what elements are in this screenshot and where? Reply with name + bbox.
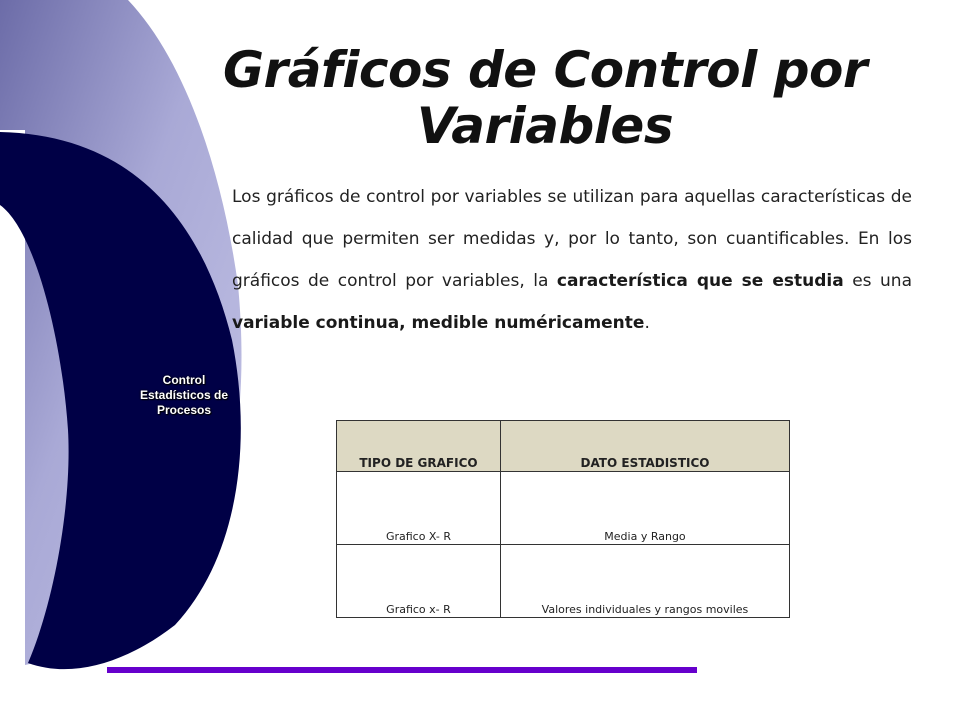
body-bold-variable: variable continua, medible numéricamente [232,313,645,333]
table-cell-chart-type: Grafico x- R [337,545,501,618]
slide-title-line2: Variables [416,97,674,155]
table-header-statistic: DATO ESTADISTICO [500,421,789,472]
section-label-line2: Estadísticos de [139,388,229,402]
chart-type-table [336,420,790,618]
section-label-line1: Control [162,373,206,387]
table-row [337,472,790,545]
table-cell-chart-type: Grafico X- R [337,472,501,545]
body-text-part1: Los gráficos de control por variables se utilizan para aquellas características de calidad que permiten ser medidas y, por lo tanto, son cuantificables. En los gráficos de control por variables, la [232,187,912,291]
body-text-part2: es una [843,271,912,291]
table-cell-statistic: Media y Rango [500,472,789,545]
section-label [128,373,240,418]
slide-title-line1: Gráficos de Control por [223,41,867,99]
body-paragraph [232,176,912,344]
table-header-chart-type: TIPO DE GRAFICO [337,421,501,472]
slide-title [190,42,900,154]
section-label-line3: Procesos [156,403,212,417]
table-header-row [337,421,790,472]
bottom-accent-line [107,667,697,673]
table-row [337,545,790,618]
body-bold-characteristic: característica que se estudia [556,271,844,291]
body-text-part3: . [644,313,650,333]
table-cell-statistic: Valores individuales y rangos moviles [500,545,789,618]
